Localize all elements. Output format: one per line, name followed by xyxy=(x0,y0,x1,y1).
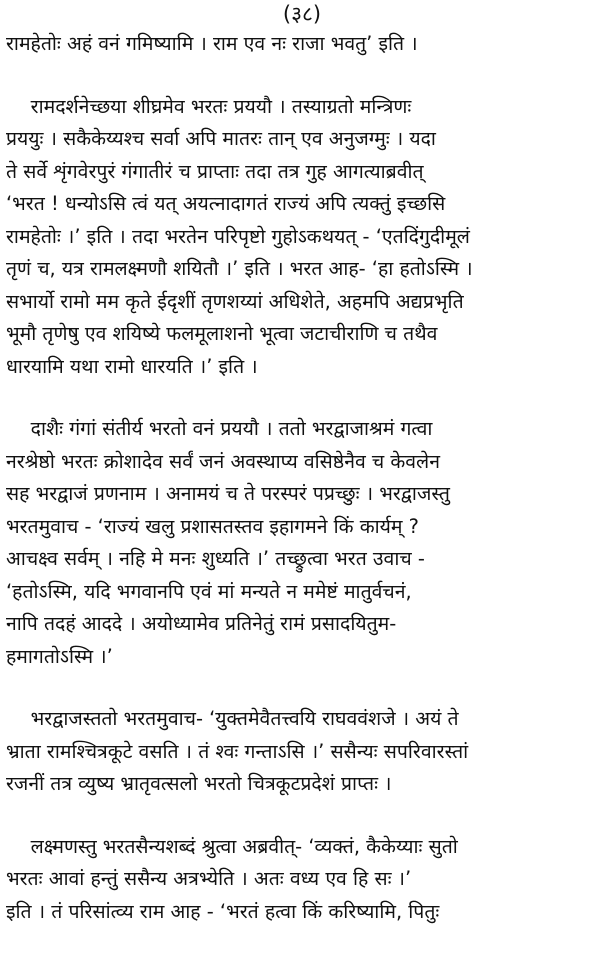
text-line: रजनीं तत्र व्युष्य भ्रातृवत्सलो भरतो चित्रकूटप्रदेशं प्राप्तः । xyxy=(6,772,392,795)
text-line: भूमौ तृणेषु एव शयिष्ये फलमूलाशनो भूत्वा जटाचीराणि च तथैव xyxy=(6,322,438,345)
paragraph-gap xyxy=(6,673,598,703)
paragraph-4 xyxy=(6,703,598,801)
page-number: (३८) xyxy=(282,2,322,26)
paragraph-3 xyxy=(6,413,598,673)
paragraph-5 xyxy=(6,831,598,929)
text-line: भरद्वाजस्ततो भरतमुवाच- ‘युक्तमेवैतत्त्वयि राघववंशजे । अयं ते xyxy=(6,707,459,730)
text-line: ‘हतोऽस्मि, यदि भगवानपि एवं मां मन्यते न ममेष्टं मातुर्वचनं, xyxy=(6,579,412,603)
text-line: सभार्यो रामो मम कृते ईदृशीं तृणशय्यां अधिशेते, अहमपि अद्यप्रभृति xyxy=(6,289,464,313)
paragraph-1 xyxy=(6,28,598,61)
text-line: इति । तं परिसांत्व्य राम आह - ‘भरतं हत्वा किं करिष्यामि, पितुः xyxy=(6,899,440,923)
text-line: धारयामि यथा रामो धारयति ।’ इति । xyxy=(6,354,258,378)
text-line: रामदर्शनेच्छया शीघ्रमेव भरतः प्रययौ । तस्याग्रतो मन्त्रिणः xyxy=(6,94,412,118)
paragraph-2 xyxy=(6,91,598,384)
text-line: भरतमुवाच - ‘राज्यं खलु प्रशासतस्तव इहागमने किं कार्यम् ? xyxy=(6,514,419,538)
text-line: हमागतोऽस्मि ।’ xyxy=(6,644,113,668)
text-line: भरतः आवां हन्तुं ससैन्य अत्रभ्येति । अतः वध्य एव हि सः ।’ xyxy=(6,867,412,890)
text-line: सह भरद्वाजं प्रणनाम । अनामयं च ते परस्परं पप्रच्छुः । भरद्वाजस्तु xyxy=(6,482,450,505)
paragraph-gap xyxy=(6,61,598,91)
text-line: ते सर्वे शृंगवेरपुरं गंगातीरं च प्राप्ताः तदा तत्र गुह आगत्याब्रवीत् xyxy=(6,159,424,183)
paragraph-gap xyxy=(6,383,598,413)
text-line: रामहेतोः ।’ इति । तदा भरतेन परिपृष्टो गुहोऽकथयत् - ‘एतदिंगुदीमूलं xyxy=(6,224,470,248)
text-line: दाशैः गंगां संतीर्य भरतो वनं प्रययौ । ततो भरद्वाजाश्रमं गत्वा xyxy=(6,417,433,440)
text-line: आचक्ष्व सर्वम् । नहि मे मनः शुध्यति ।’ तच्छ्रुत्वा भरत उवाच - xyxy=(6,547,425,570)
text-line: लक्ष्मणस्तु भरतसैन्यशब्दं श्रुत्वा अब्रवीत्- ‘व्यक्तं, कैकेय्याः सुतो xyxy=(6,834,458,858)
text-line: ‘भरत ! धन्योऽसि त्वं यत् अयत्नादागतं राज्यं अपि त्यक्तुं इच्छसि xyxy=(6,192,446,215)
paragraph-gap xyxy=(6,801,598,831)
text-line: भ्राता रामश्चित्रकूटे वसति । तं श्वः गन्ताऽसि ।’ ससैन्यः सपरिवारस्तां xyxy=(6,739,469,763)
text-line: तृणं च, यत्र रामलक्ष्मणौ शयितौ ।’ इति । भरत आह- ‘हा हतोऽस्मि । xyxy=(6,257,473,280)
text-line: नरश्रेष्ठो भरतः क्रोशादेव सर्वं जनं अवस्थाप्य वसिष्ठेनैव च केवलेन xyxy=(6,449,440,473)
text-line: प्रययुः । सकैकेय्यश्च सर्वा अपि मातरः तान् एव अनुजग्मुः । यदा xyxy=(6,127,436,150)
text-line: नापि तदहं आददे । अयोध्यामेव प्रतिनेतुं रामं प्रसादयितुम- xyxy=(6,612,397,635)
text-line: रामहेतोः अहं वनं गमिष्यामि । राम एव नः राजा भवतु’ इति । xyxy=(6,32,418,55)
